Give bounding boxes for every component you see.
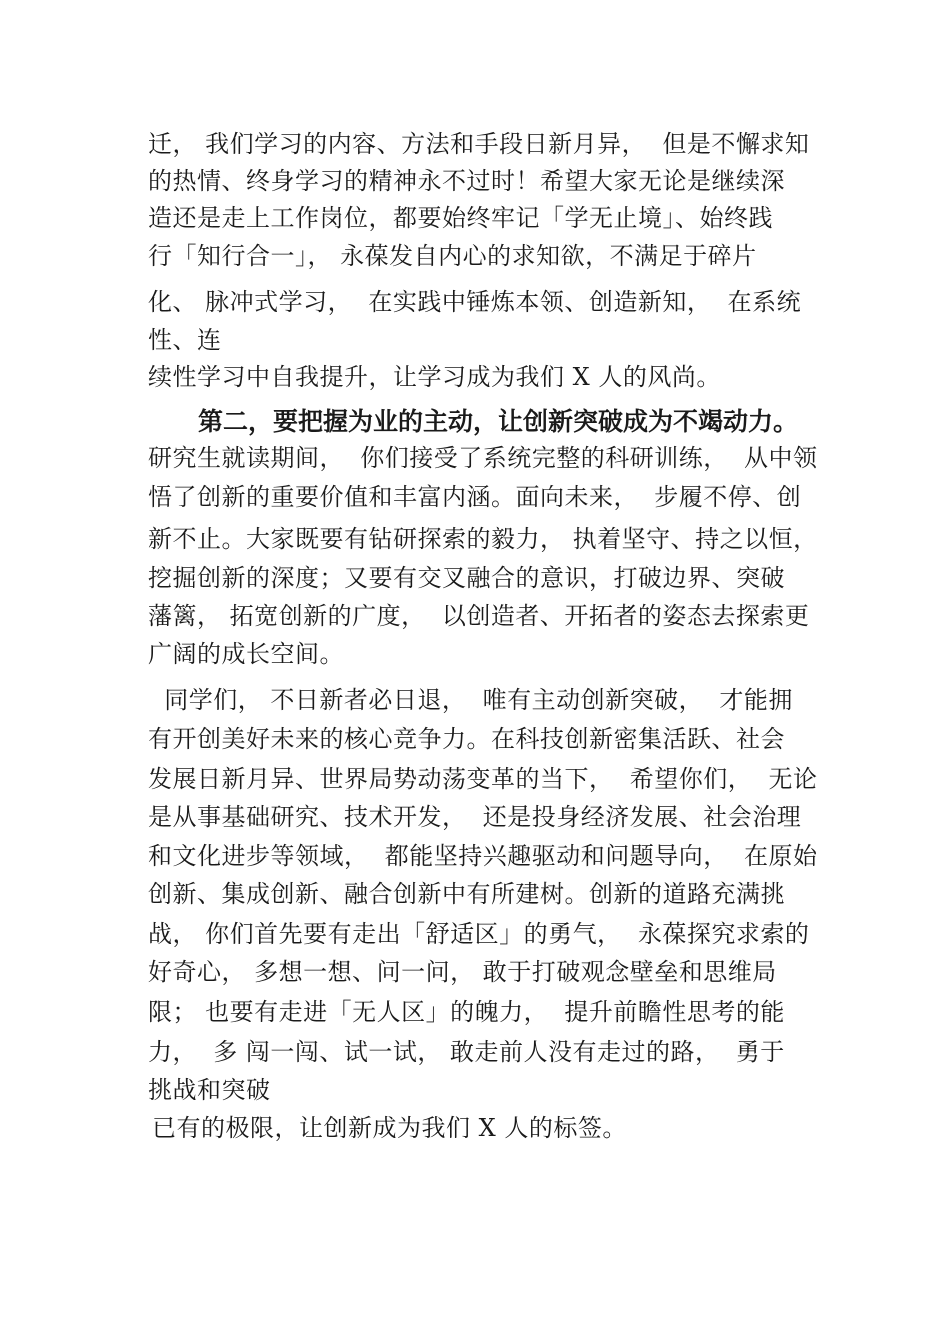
paragraph-1-line: 行「知行合一」， 永葆发自内心的求知欲，不满足于碎片	[148, 242, 757, 270]
paragraph-2-line: 广阔的成长空间。	[148, 640, 344, 668]
paragraph-3-line: 和文化进步等领域， 都能坚持兴趣驱动和问题导向， 在原始	[148, 842, 818, 870]
paragraph-3-line: 有开创美好未来的核心竞争力。在科技创新密集活跃、社会	[148, 725, 785, 753]
paragraph-1-line: 造还是走上工作岗位，都要始终牢记「学无止境」、始终践	[148, 204, 773, 232]
paragraph-1-line: 化、 脉冲式学习， 在实践中锤炼本领、创造新知， 在系统	[148, 288, 802, 316]
paragraph-3-line: 挑战和突破	[148, 1076, 271, 1104]
paragraph-3-line: 好奇心， 多想一想、问一问， 敢于打破观念壁垒和思维局	[148, 958, 777, 986]
paragraph-3-line: 创新、集成创新、融合创新中有所建树。创新的道路充满挑	[148, 880, 785, 908]
paragraph-2-line: 新不止。大家既要有钻研探索的毅力， 执着坚守、持之以恒，	[148, 525, 818, 553]
paragraph-2-line: 挖掘创新的深度；又要有交叉融合的意识，打破边界、突破	[148, 564, 785, 592]
paragraph-2-line: 研究生就读期间， 你们接受了系统完整的科研训练， 从中领	[148, 444, 818, 472]
paragraph-3-line: 限； 也要有走进「无人区」的魄力， 提升前瞻性思考的能	[148, 998, 785, 1026]
paragraph-3-line: 力， 多 闯一闯、试一试， 敢走前人没有走过的路， 勇于	[148, 1038, 785, 1066]
paragraph-3-line: 已有的极限，让创新成为我们 X 人的标签。	[152, 1114, 627, 1142]
paragraph-3-line: 同学们， 不日新者必日退， 唯有主动创新突破， 才能拥	[148, 686, 793, 714]
paragraph-1-line: 的热情、终身学习的精神永不过时！希望大家无论是继续深	[148, 167, 785, 195]
paragraph-3-line: 是从事基础研究、技术开发， 还是投身经济发展、社会治理	[148, 803, 802, 831]
paragraph-2-line: 悟了创新的重要价值和丰富内涵。面向未来， 步履不停、创	[148, 483, 802, 511]
section-heading: 第二，要把握为业的主动，让创新突破成为不竭动力。	[198, 407, 799, 436]
paragraph-3-line: 发展日新月异、世界局势动荡变革的当下， 希望你们， 无论	[148, 765, 818, 793]
paragraph-3-line: 战， 你们首先要有走出「舒适区」的勇气， 永葆探究求索的	[148, 920, 810, 948]
paragraph-1-line: 性、连	[148, 326, 222, 354]
paragraph-1-line: 续性学习中自我提升，让学习成为我们 X 人的风尚。	[148, 363, 721, 391]
paragraph-1-line: 迁， 我们学习的内容、方法和手段日新月异， 但是不懈求知	[148, 130, 810, 158]
paragraph-2-line: 藩篱， 拓宽创新的广度， 以创造者、开拓者的姿态去探索更	[148, 602, 810, 630]
